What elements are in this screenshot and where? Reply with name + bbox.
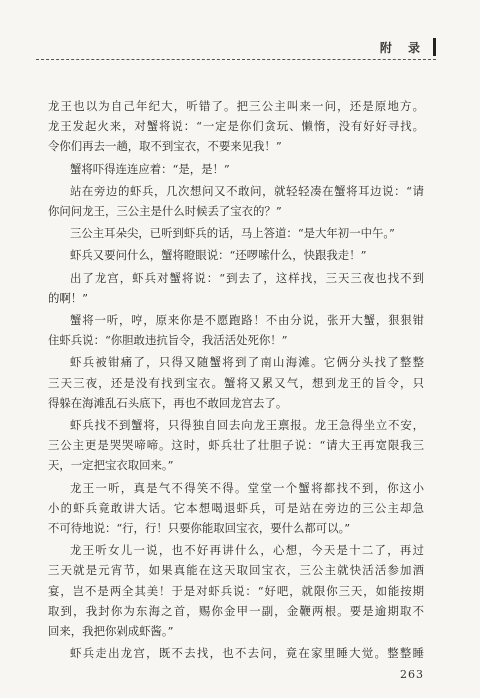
paragraph [48,223,424,243]
paragraph [48,478,424,539]
text-line: 站在旁边的虾兵，几次想问又不敢问，就轻轻凑在蟹将耳边说：“请 [70,183,424,198]
paragraph [48,245,424,265]
text-line: 虾兵又要问什么，蟹将瞪眼说：“还啰嗦什么，快跟我走！” [70,248,367,263]
text-line: 三公主更是哭哭啼啼。这时，虾兵壮了壮胆子说：“请大王再宽限我三 [48,438,424,453]
text-line: 回来，我把你剁成虾酱。” [48,624,174,639]
header-rule [36,59,436,60]
paragraph [48,159,424,179]
paragraph [48,415,424,476]
text-line: 住虾兵说：“你胆敢违抗旨令，我活活处死你！” [48,333,288,348]
text-line: 的啊！” [48,290,88,305]
text-line: 蟹将吓得连连应着：“是，是！” [70,161,230,176]
header-mark [433,38,436,56]
text-line: 龙王发起火来，对蟹将说：“一定是你们贪玩、懒惰，没有好好寻找。 [48,119,424,134]
paragraph [48,540,424,641]
text-line: 虾兵找不到蟹将，只得独自回去向龙王禀报。龙王急得坐立不安， [70,418,424,433]
body-text [48,96,424,665]
text-line: 龙王一听，真是气不得笑不得。堂堂一个蟹将都找不到，你这小 [70,480,424,495]
text-line: 你问问龙王，三公主是什么时候丢了宝衣的？” [48,204,282,219]
text-line: 出了龙宫，虾兵对蟹将说：“到去了，这样找，三天三夜也找不到 [70,270,424,285]
text-line: 令你们再去一趟，取不到宝衣，不要来见我！” [48,139,282,154]
paragraph [48,181,424,221]
text-line: 三公主耳朵尖，已听到虾兵的话，马上答道：“是大年初一中午。” [70,226,395,241]
text-line: 虾兵被钳痛了，只得又随蟹将到了南山海滩。它俩分头找了整整 [70,355,424,370]
page-number: 263 [400,668,424,681]
text-line: 三天就是元宵节，如果真能在这天取回宝衣，三公主就快活活参加酒 [48,563,424,578]
text-line: 小的虾兵竟敢讲大话。它本想喝退虾兵，可是站在旁边的三公主却急 [48,500,424,515]
text-line: 三天三夜，还是没有找到宝衣。蟹将又累又气，想到龙王的旨令，只 [48,375,424,390]
text-line: 虾兵走出龙宫，既不去找，也不去问，竟在家里睡大觉。整整睡 [70,646,424,661]
text-line: 龙王也以为自己年纪大，听错了。把三公主叫来一问，还是原地方。 [48,99,424,113]
paragraph [48,643,424,663]
text-line: 龙王听女儿一说，也不好再讲什么，心想，今天是十二了，再过 [70,543,424,558]
text-line: 不可待地说：“行，行！只要你能取回宝衣，要什么都可以。” [48,521,351,536]
text-line: 宴，岂不是两全其美！于是对虾兵说：“好吧，就限你三天，如能按期 [48,583,424,598]
text-line: 天，一定把宝衣取回来。” [48,458,174,473]
paragraph [48,352,424,413]
paragraph [48,268,424,308]
text-line: 得躲在海滩乱石头底下，再也不敢回龙宫去了。 [48,395,288,410]
header-title: 附 录 [379,41,426,55]
text-line: 蟹将一听，哼，原来你是不愿跑路！不由分说，张开大蟹，狠狠钳 [70,313,424,328]
paragraph [48,96,424,157]
paragraph [48,310,424,350]
text-line: 取到，我封你为东海之首，赐你金甲一副，金鞭两根。要是逾期取不 [48,603,424,618]
running-header [36,34,436,60]
